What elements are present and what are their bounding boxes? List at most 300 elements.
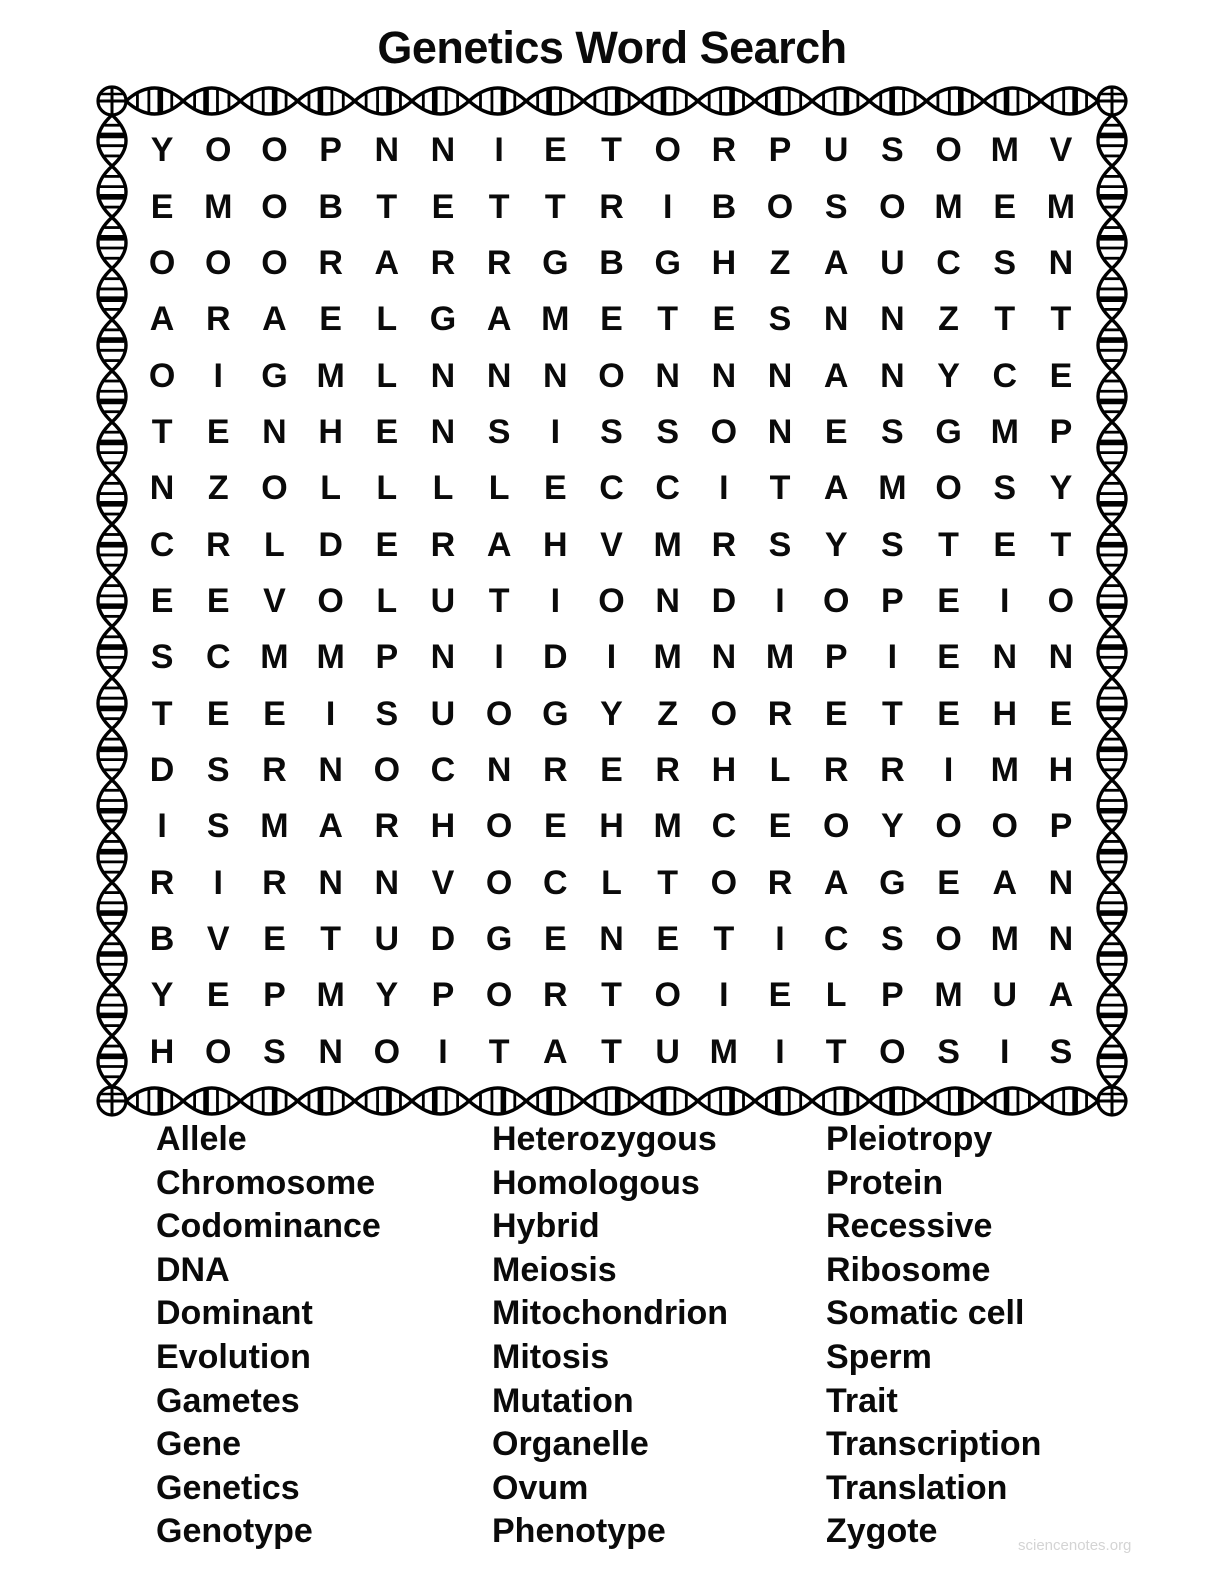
word-list-item: DNA	[156, 1250, 230, 1289]
grid-letter: I	[662, 187, 673, 226]
grid-letter: I	[887, 638, 898, 677]
grid-letter: I	[325, 694, 336, 733]
grid-letter: L	[825, 976, 847, 1015]
grid-letter: C	[823, 920, 849, 959]
grid-letter: D	[149, 751, 175, 790]
grid-letter: D	[543, 638, 568, 677]
grid-letter: A	[823, 469, 849, 508]
word-list-item: Heterozygous	[492, 1120, 717, 1158]
grid-letter: O	[766, 187, 794, 226]
word-list-item: Ovum	[492, 1468, 589, 1507]
grid-letter: O	[373, 1032, 401, 1071]
grid-letter: V	[206, 920, 230, 959]
grid-letter: O	[261, 131, 288, 170]
grid-letter: R	[262, 863, 287, 902]
grid-letter: T	[544, 187, 566, 226]
grid-letter: G	[542, 243, 569, 282]
grid-letter: T	[601, 976, 622, 1015]
grid-letter: N	[318, 751, 343, 790]
grid-letter: P	[375, 638, 399, 677]
grid-letter: A	[149, 300, 175, 339]
grid-letter: M	[765, 638, 795, 677]
word-list-item: Mitochondrion	[492, 1294, 729, 1333]
grid-letter: O	[261, 469, 288, 508]
grid-letter: N	[430, 356, 456, 395]
grid-letter: C	[599, 469, 624, 508]
grid-letter: L	[320, 469, 341, 508]
grid-letter: R	[823, 751, 849, 790]
word-list-item: Genetics	[156, 1468, 300, 1507]
grid-letter: C	[711, 807, 737, 846]
grid-letter: S	[881, 412, 904, 451]
grid-letter: I	[550, 412, 561, 451]
grid-letter: I	[606, 638, 617, 677]
grid-letter: I	[1000, 1032, 1010, 1071]
grid-letter: M	[990, 751, 1019, 790]
grid-letter: L	[264, 525, 285, 564]
grid-letter: E	[206, 581, 230, 620]
grid-letter: O	[879, 187, 906, 226]
grid-letter: O	[654, 976, 681, 1015]
grid-letter: N	[823, 300, 849, 339]
grid-letter: L	[769, 751, 791, 790]
grid-letter: M	[709, 1032, 738, 1071]
grid-letter: S	[150, 638, 174, 677]
word-list-item: Genotype	[156, 1512, 313, 1551]
grid-letter: I	[550, 581, 561, 620]
grid-letter: O	[879, 1032, 906, 1071]
grid-letter: I	[1000, 581, 1010, 620]
grid-letter: U	[655, 1032, 680, 1071]
grid-letter: E	[937, 863, 960, 902]
grid-letter: I	[157, 807, 167, 846]
grid-letter: N	[1048, 863, 1074, 902]
grid-letter: M	[878, 469, 907, 508]
grid-letter: R	[205, 525, 231, 564]
grid-letter: E	[656, 920, 679, 959]
grid-letter: E	[206, 412, 230, 451]
word-list-item: Codominance	[156, 1207, 381, 1246]
grid-letter: G	[654, 243, 681, 282]
grid-letter: O	[373, 751, 401, 790]
grid-letter: S	[768, 300, 792, 339]
grid-letter: H	[430, 807, 456, 846]
grid-letter: M	[990, 131, 1019, 170]
grid-letter: C	[205, 638, 231, 677]
grid-letter: V	[431, 863, 455, 902]
grid-letter: S	[206, 751, 230, 790]
grid-letter: O	[935, 131, 962, 170]
page-title: Genetics Word Search	[377, 22, 847, 73]
grid-letter: R	[543, 976, 568, 1015]
grid-letter: I	[719, 469, 729, 508]
grid-letter: Y	[150, 976, 174, 1015]
grid-letter: E	[431, 187, 455, 226]
word-search-grid	[134, 122, 1089, 1080]
grid-letter: T	[320, 920, 341, 959]
grid-letter: S	[824, 187, 848, 226]
word-list-item: Somatic cell	[826, 1294, 1025, 1333]
grid-letter: A	[486, 300, 512, 339]
grid-letter: T	[601, 131, 622, 170]
grid-letter: O	[148, 243, 176, 282]
grid-letter: U	[992, 976, 1017, 1015]
grid-letter: O	[205, 1032, 232, 1071]
grid-letter: E	[543, 469, 567, 508]
word-list-item: Sperm	[826, 1337, 932, 1376]
grid-letter: E	[1049, 356, 1073, 395]
grid-letter: B	[599, 243, 624, 282]
grid-letter: R	[767, 863, 793, 902]
grid-letter: H	[149, 1032, 175, 1071]
grid-letter: E	[150, 187, 174, 226]
grid-letter: G	[879, 863, 906, 902]
grid-letter: G	[542, 694, 569, 733]
grid-letter: E	[937, 694, 960, 733]
grid-letter: R	[767, 694, 793, 733]
grid-letter: R	[543, 751, 568, 790]
grid-letter: N	[430, 131, 456, 170]
grid-letter: H	[318, 412, 343, 451]
word-list-item: Homologous	[492, 1163, 700, 1202]
grid-letter: L	[376, 581, 398, 620]
grid-letter: N	[767, 356, 793, 395]
grid-letter: S	[656, 412, 679, 451]
grid-letter: L	[432, 469, 454, 508]
grid-letter: E	[543, 807, 567, 846]
grid-letter: N	[543, 356, 568, 395]
grid-letter: V	[1049, 131, 1073, 170]
grid-letter: G	[485, 920, 513, 959]
grid-letter: N	[318, 863, 343, 902]
grid-letter: P	[768, 131, 792, 170]
grid-letter: I	[213, 863, 223, 902]
grid-letter: H	[711, 243, 737, 282]
grid-letter: Y	[600, 694, 623, 733]
grid-letter: Y	[375, 976, 399, 1015]
word-list-item: Hybrid	[492, 1207, 600, 1246]
grid-letter: S	[263, 1032, 286, 1071]
grid-letter: E	[1049, 694, 1073, 733]
word-list-column	[156, 1118, 381, 1554]
grid-letter: M	[653, 807, 682, 846]
grid-letter: R	[599, 187, 624, 226]
grid-letter: M	[260, 807, 289, 846]
grid-letter: E	[768, 976, 792, 1015]
grid-letter: A	[823, 356, 849, 395]
grid-letter: A	[823, 243, 849, 282]
grid-letter: T	[1050, 525, 1072, 564]
grid-letter: R	[880, 751, 905, 790]
word-list-item: Translation	[826, 1468, 1008, 1507]
grid-letter: O	[935, 920, 962, 959]
grid-letter: R	[430, 243, 456, 282]
word-list-item: Protein	[826, 1163, 944, 1202]
grid-letter: E	[263, 920, 286, 959]
grid-letter: N	[374, 131, 400, 170]
grid-letter: H	[599, 807, 624, 846]
grid-letter: U	[374, 920, 400, 959]
grid-letter: L	[601, 863, 622, 902]
grid-letter: O	[654, 131, 681, 170]
grid-letter: C	[992, 356, 1017, 395]
grid-letter: E	[543, 131, 567, 170]
word-list-item: Recessive	[826, 1207, 993, 1246]
grid-letter: O	[261, 187, 288, 226]
word-list-column	[492, 1118, 728, 1554]
grid-letter: H	[711, 751, 737, 790]
grid-letter: N	[880, 356, 905, 395]
grid-letter: S	[881, 131, 904, 170]
word-list-column	[826, 1118, 1041, 1554]
grid-letter: E	[824, 694, 848, 733]
grid-letter: S	[375, 694, 399, 733]
grid-letter: N	[1048, 920, 1074, 959]
word-list-item: Ribosome	[826, 1250, 991, 1289]
word-list-item: Trait	[826, 1381, 898, 1420]
grid-letter: A	[318, 807, 343, 846]
grid-letter: M	[653, 525, 682, 564]
grid-letter: N	[711, 356, 737, 395]
grid-letter: O	[205, 243, 232, 282]
word-list-item: Zygote	[826, 1512, 938, 1551]
grid-letter: N	[1048, 243, 1074, 282]
word-list-item: Phenotype	[492, 1512, 666, 1551]
grid-letter: E	[993, 187, 1017, 226]
grid-letter: R	[318, 243, 343, 282]
grid-letter: S	[937, 1032, 960, 1071]
grid-letter: M	[260, 638, 289, 677]
grid-letter: C	[936, 243, 961, 282]
grid-letter: T	[825, 1032, 847, 1071]
grid-letter: M	[316, 356, 345, 395]
grid-letter: L	[376, 300, 398, 339]
grid-letter: A	[543, 1032, 568, 1071]
grid-letter: Y	[824, 525, 848, 564]
grid-letter: U	[880, 243, 905, 282]
grid-letter: M	[541, 300, 570, 339]
grid-letter: M	[990, 412, 1019, 451]
grid-letter: O	[710, 412, 738, 451]
grid-letter: E	[937, 638, 960, 677]
grid-letter: S	[881, 920, 904, 959]
word-list-item: Gene	[156, 1425, 242, 1464]
grid-letter: D	[430, 920, 456, 959]
grid-letter: T	[488, 1032, 510, 1071]
grid-letter: G	[429, 300, 457, 339]
grid-letter: C	[430, 751, 456, 790]
grid-letter: O	[710, 694, 738, 733]
grid-letter: T	[657, 300, 679, 339]
grid-letter: E	[600, 300, 623, 339]
grid-letter: N	[430, 412, 456, 451]
grid-letter: S	[1049, 1032, 1073, 1071]
grid-letter: T	[1050, 300, 1072, 339]
grid-letter: N	[599, 920, 624, 959]
grid-letter: I	[494, 131, 504, 170]
grid-letter: R	[205, 300, 231, 339]
grid-letter: S	[206, 807, 230, 846]
word-list-item: Pleiotropy	[826, 1120, 993, 1158]
grid-letter: A	[1048, 976, 1074, 1015]
grid-letter: N	[880, 300, 905, 339]
grid-letter: T	[938, 525, 959, 564]
grid-letter: P	[1049, 412, 1073, 451]
grid-letter: I	[943, 751, 954, 790]
grid-letter: P	[431, 976, 455, 1015]
grid-letter: M	[990, 920, 1019, 959]
grid-letter: Z	[207, 469, 229, 508]
grid-letter: H	[992, 694, 1017, 733]
grid-letter: D	[711, 581, 737, 620]
grid-letter: Z	[769, 243, 791, 282]
grid-letter: M	[316, 976, 345, 1015]
grid-letter: O	[485, 976, 513, 1015]
grid-letter: L	[376, 469, 398, 508]
grid-letter: T	[488, 581, 510, 620]
grid-letter: N	[318, 1032, 343, 1071]
grid-letter: N	[486, 356, 512, 395]
grid-letter: N	[374, 863, 400, 902]
grid-letter: C	[655, 469, 680, 508]
grid-letter: T	[769, 469, 791, 508]
grid-letter: R	[655, 751, 680, 790]
grid-letter: A	[374, 243, 400, 282]
word-list-item: Meiosis	[492, 1250, 617, 1289]
grid-letter: M	[934, 976, 963, 1015]
grid-letter: A	[262, 300, 287, 339]
grid-letter: T	[488, 187, 510, 226]
grid-letter: N	[486, 751, 512, 790]
grid-letter: E	[543, 920, 567, 959]
grid-letter: A	[823, 863, 849, 902]
grid-letter: U	[823, 131, 849, 170]
grid-letter: S	[993, 469, 1017, 508]
word-list-item: Gametes	[156, 1381, 300, 1420]
grid-letter: B	[318, 187, 343, 226]
grid-letter: G	[261, 356, 288, 395]
grid-letter: I	[775, 581, 785, 620]
grid-letter: O	[598, 356, 625, 395]
grid-letter: I	[438, 1032, 448, 1071]
grid-letter: O	[598, 581, 625, 620]
grid-letter: H	[1048, 751, 1074, 790]
grid-letter: C	[149, 525, 175, 564]
grid-letter: N	[262, 412, 287, 451]
grid-letter: T	[151, 412, 173, 451]
grid-letter: T	[994, 300, 1016, 339]
grid-letter: P	[881, 976, 904, 1015]
grid-letter: I	[494, 638, 504, 677]
grid-letter: O	[205, 131, 232, 170]
grid-letter: O	[935, 469, 962, 508]
grid-letter: E	[375, 525, 399, 564]
grid-letter: N	[711, 638, 737, 677]
grid-letter: R	[711, 525, 737, 564]
grid-letter: N	[655, 356, 680, 395]
grid-letter: T	[601, 1032, 622, 1071]
grid-letter: T	[151, 694, 173, 733]
grid-letter: Y	[937, 356, 960, 395]
grid-letter: O	[822, 581, 850, 620]
grid-letter: O	[991, 807, 1018, 846]
grid-letter: L	[488, 469, 510, 508]
grid-letter: M	[653, 638, 682, 677]
grid-letter: Z	[657, 694, 679, 733]
grid-letter: T	[657, 863, 679, 902]
grid-letter: R	[149, 863, 175, 902]
grid-letter: O	[261, 243, 288, 282]
grid-letter: T	[376, 187, 398, 226]
grid-letter: C	[543, 863, 568, 902]
grid-letter: E	[712, 300, 736, 339]
grid-letter: A	[486, 525, 512, 564]
word-list-item: Dominant	[156, 1294, 313, 1333]
grid-letter: O	[935, 807, 962, 846]
grid-letter: Z	[938, 300, 959, 339]
word-list-item: Mutation	[492, 1381, 634, 1420]
grid-letter: O	[710, 863, 738, 902]
grid-letter: O	[485, 694, 513, 733]
grid-letter: E	[768, 807, 792, 846]
grid-letter: N	[655, 581, 680, 620]
grid-letter: P	[319, 131, 342, 170]
grid-letter: E	[937, 581, 960, 620]
grid-letter: O	[148, 356, 176, 395]
grid-letter: Y	[1049, 469, 1073, 508]
grid-letter: E	[993, 525, 1017, 564]
grid-letter: P	[263, 976, 286, 1015]
grid-letter: E	[206, 694, 230, 733]
grid-letter: M	[1046, 187, 1076, 226]
grid-letter: G	[935, 412, 962, 451]
word-list-item: Organelle	[492, 1425, 649, 1464]
grid-letter: U	[430, 581, 456, 620]
grid-letter: A	[992, 863, 1017, 902]
grid-letter: M	[316, 638, 345, 677]
word-list-item: Transcription	[826, 1425, 1042, 1464]
grid-letter: V	[263, 581, 286, 620]
grid-letter: N	[767, 412, 793, 451]
grid-letter: E	[375, 412, 399, 451]
grid-letter: S	[768, 525, 792, 564]
grid-letter: H	[543, 525, 568, 564]
grid-letter: T	[881, 694, 903, 733]
grid-letter: N	[430, 638, 456, 677]
grid-letter: O	[822, 807, 850, 846]
grid-letter: R	[486, 243, 512, 282]
word-list-item: Mitosis	[492, 1337, 610, 1376]
grid-letter: M	[934, 187, 963, 226]
grid-letter: R	[262, 751, 287, 790]
grid-letter: B	[149, 920, 175, 959]
grid-letter: S	[600, 412, 623, 451]
grid-letter: Y	[881, 807, 904, 846]
grid-letter: O	[317, 581, 344, 620]
grid-letter: T	[713, 920, 735, 959]
grid-letter: S	[487, 412, 511, 451]
grid-letter: I	[775, 920, 785, 959]
grid-letter: O	[1047, 581, 1075, 620]
grid-letter: N	[1048, 638, 1074, 677]
grid-letter: S	[993, 243, 1017, 282]
grid-letter: O	[485, 863, 513, 902]
word-list-item: Chromosome	[156, 1163, 376, 1202]
grid-letter: E	[206, 976, 230, 1015]
grid-letter: O	[485, 807, 513, 846]
grid-letter: E	[150, 581, 174, 620]
grid-letter: E	[263, 694, 286, 733]
